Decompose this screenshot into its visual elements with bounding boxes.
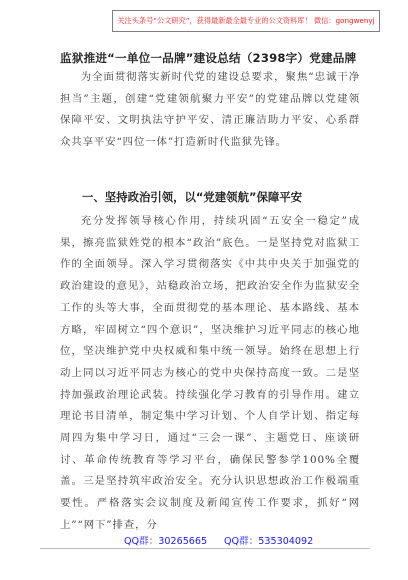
qq-group-right: QQ群：535304092	[224, 536, 314, 547]
qq-group-left: QQ群：30265665	[124, 536, 208, 547]
banner-text: 关注头条号“公文研究”，获得最新最全最专业的公文资料库！ 微信：gongwenyj	[117, 16, 375, 25]
footer	[0, 533, 408, 549]
intro-paragraph: 为全面贯彻落实新时代党的建设总要求，聚焦“忠诚干净担当”主题，创建“党建领航聚力平安”的党建品牌以党建领保障平安、文明执法守护平安、清正廉洁助力平安、心系群众共享平安“四位一体”打造新时代监狱先锋。	[60, 71, 360, 149]
footer-divider	[40, 548, 370, 549]
section-paragraph: 充分发挥领导核心作用，持续巩固“五安全一稳定”成果，擦亮监狱姓党的根本“政治”底色。一是坚持党对监狱工作的全面领导。深入学习贯彻落实《中共中央关于加强党的政治建设的意见》，站稳政治立场，把政治安全作为监狱安全工作的头等大事，全面贯彻党的基本理论、基本路线、基本方略，牢固树立“四个意识”，坚决维护习近平同志的核心地位，坚决维护党中央权威和集中统一领导。始终在思想上行动上同以习近平同志为核心的党中央保持高度一致。二是坚持加强政治理论武装。持续强化学习教育的引导作用。建立理论书目清单，制定集中学习计划、个人自学计划、指定每周四为集中学习日，通过“三会一课”、主题党日、座谈研讨、革命传统教育等学习平台，确保民警参学100%全覆盖。三是坚持筑牢政治安全。充分认识思想政治工作极端重要性。严格落实会议制度及新闻宣传工作要求，抓好“网上”“网下”排查，分	[60, 215, 360, 531]
header-banner	[112, 10, 380, 32]
document-title: 监狱推进“一单位一品牌”建设总结（2398字）党建品牌	[60, 51, 357, 65]
section-heading: 一、坚持政治引领，以“党建领航”保障平安	[82, 190, 303, 204]
